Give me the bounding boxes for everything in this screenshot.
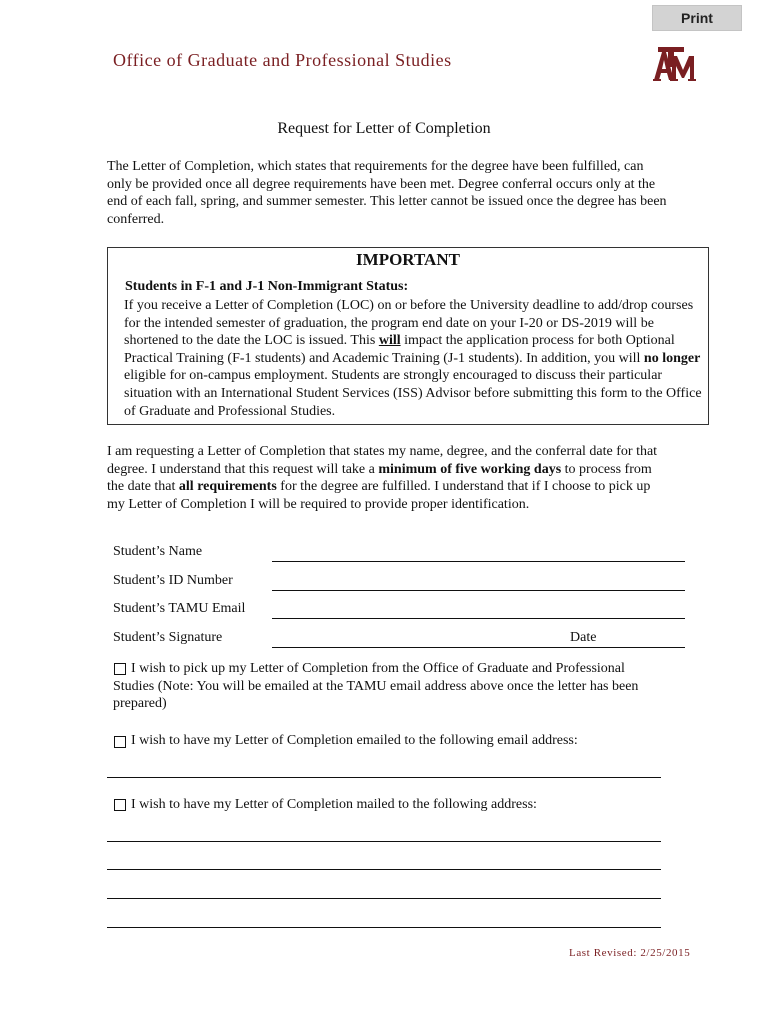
request-paragraph: I am requesting a Letter of Completion that states my name, degree, and the conferral date for that degree. I understand that this request will take a minimum of five working days to process from the date that all requirements for the degree are fulfilled. I understand that if I choose to pick up my Letter of Completion I will be required to provide proper identification. bbox=[107, 444, 658, 512]
emphasis-minimum-days: minimum of five working days bbox=[378, 461, 562, 477]
last-revised-note: Last Revised: 2/25/2015 bbox=[569, 947, 691, 959]
email-address-field[interactable] bbox=[107, 777, 661, 778]
student-email-label: Student’s TAMU Email bbox=[113, 601, 246, 616]
email-checkbox[interactable] bbox=[114, 736, 126, 748]
student-id-field[interactable] bbox=[272, 590, 685, 591]
emphasis-will: will bbox=[378, 333, 401, 349]
emphasis-all-requirements: all requirements bbox=[178, 479, 277, 495]
student-name-label: Student’s Name bbox=[113, 544, 203, 559]
pickup-option-text: I wish to pick up my Letter of Completion from the Office of Graduate and Professional Studies (Note: You will be emailed at the TAMU email address above once the letter has been prepared) bbox=[113, 661, 639, 712]
student-signature-label: Student’s Signature bbox=[113, 630, 223, 645]
important-heading: IMPORTANT bbox=[356, 250, 460, 269]
date-field[interactable] bbox=[562, 647, 685, 648]
emphasis-no-longer: no longer bbox=[643, 350, 701, 366]
student-name-field[interactable] bbox=[272, 561, 685, 562]
student-email-field[interactable] bbox=[272, 618, 685, 619]
important-notice-box bbox=[107, 247, 709, 425]
intro-paragraph: The Letter of Completion, which states that requirements for the degree have been fulfilled, can only be provided once all degree requirements have been met. Degree conferral occurs only at the end of each fall, spring, and summer semester. This letter cannot be issued once the degree has been conferred. bbox=[107, 159, 667, 227]
important-body: If you receive a Letter of Completion (LOC) on or before the University deadline to add/drop courses for the intended semester of graduation, the program end date on your I-20 or DS-2019 will be shortened to the date the LOC is issued. This will impact the application process for both Optional Practical Training (F-1 students) and Academic Training (J-1 students). In addition, you will no longer eligible for on-campus employment. Students are strongly encouraged to discuss their particular situation with an International Student Services (ISS) Advisor before submitting this form to the Office of Graduate and Professional Studies. bbox=[124, 298, 702, 419]
important-subheading: Students in F-1 and J-1 Non-Immigrant Status: bbox=[125, 279, 409, 294]
mail-address-line-3[interactable] bbox=[107, 898, 661, 899]
date-label: Date bbox=[570, 630, 597, 645]
student-signature-field[interactable] bbox=[272, 647, 562, 648]
tamu-logo-icon bbox=[652, 44, 698, 84]
mail-option-text: I wish to have my Letter of Completion mailed to the following address: bbox=[131, 797, 537, 812]
mail-address-line-1[interactable] bbox=[107, 841, 661, 842]
office-title: Office of Graduate and Professional Studies bbox=[113, 50, 452, 70]
mail-address-line-4[interactable] bbox=[107, 927, 661, 928]
print-button[interactable]: Print bbox=[652, 5, 742, 31]
mail-address-line-2[interactable] bbox=[107, 869, 661, 870]
email-option-text: I wish to have my Letter of Completion emailed to the following email address: bbox=[131, 733, 578, 748]
mail-checkbox[interactable] bbox=[114, 799, 126, 811]
form-title: Request for Letter of Completion bbox=[277, 120, 491, 137]
student-id-label: Student’s ID Number bbox=[113, 573, 233, 588]
